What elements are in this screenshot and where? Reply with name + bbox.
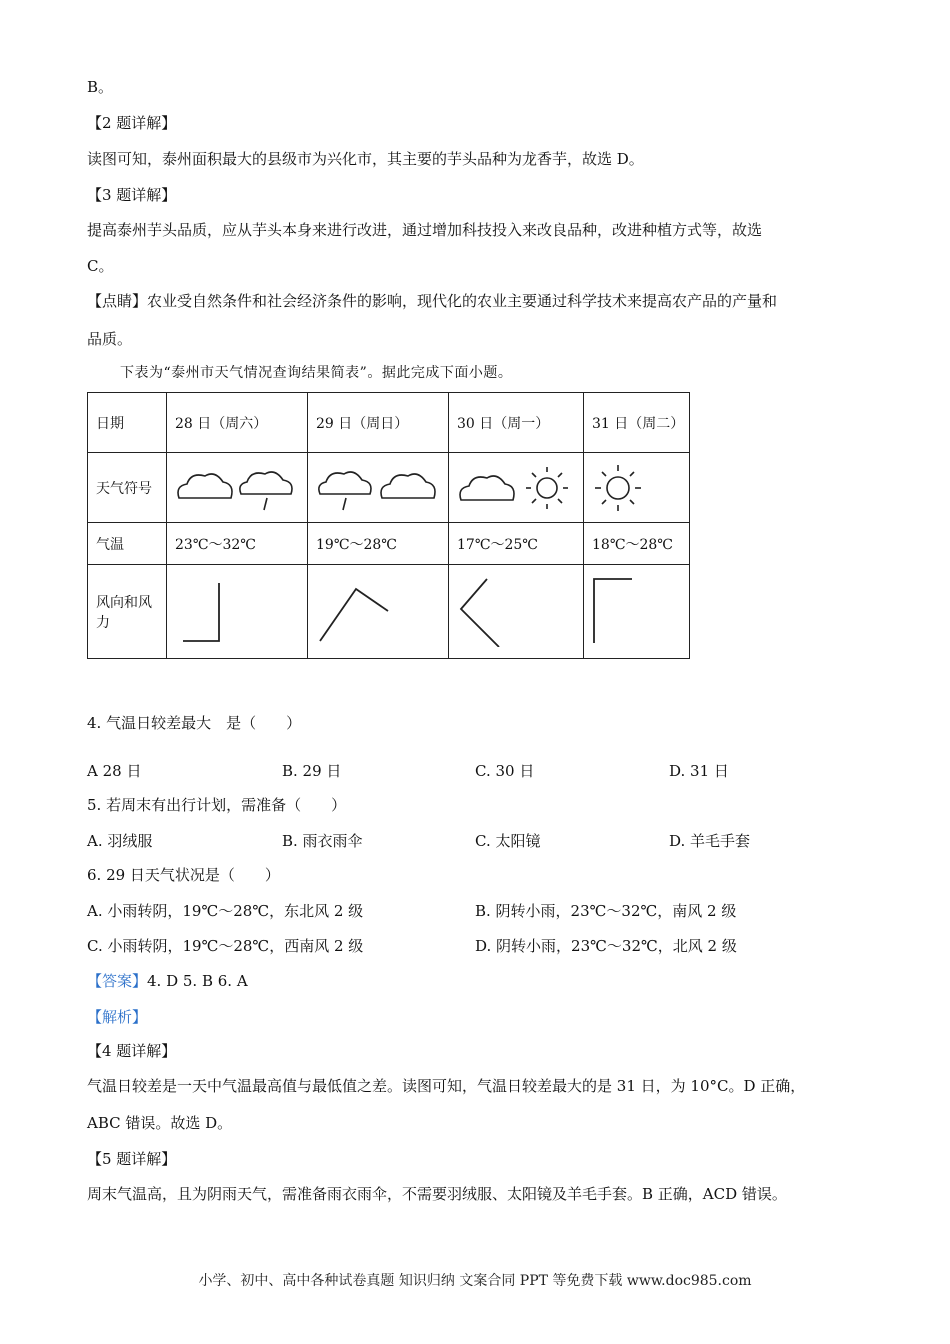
question-stem: 6. 29 日天气状况是（ ） [87,866,280,884]
temp-cell: 17℃～25℃ [449,523,584,565]
section-heading: 【5 题详解】 [87,1150,177,1168]
text-line: ABC 错误。故选 D。 [87,1114,233,1132]
weather-cell [449,453,584,523]
row-label-weather: 天气符号 [88,453,167,523]
option-a[interactable]: A. 小雨转阴，19℃～28℃，东北风 2 级 [87,902,364,920]
option-c[interactable]: C. 小雨转阴，19℃～28℃，西南风 2 级 [87,937,364,955]
sunny-icon [595,465,641,511]
option-d[interactable]: D. 31 日 [669,762,729,780]
section-heading: 【2 题详解】 [87,114,177,132]
weather-table [87,392,690,659]
cloudy-icon [178,474,232,498]
text-line: C。 [87,257,114,275]
wind-symbol-icon [592,577,652,647]
header-day: 31 日（周二） [584,393,690,453]
table-intro: 下表为“泰州市天气情况查询结果简表”。据此完成下面小题。 [120,365,513,381]
text-line: 品质。 [87,330,133,348]
row-label-temp: 气温 [88,523,167,565]
header-day: 28 日（周六） [167,393,308,453]
text-line: B。 [87,78,114,96]
page-footer: 小学、初中、高中各种试卷真题 知识归纳 文案合同 PPT 等免费下载 www.doc985.com [198,1273,752,1289]
text-line: 读图可知，泰州面积最大的县级市为兴化市，其主要的芋头品种为龙香芋，故选 D。 [87,150,644,168]
sunny-icon [526,467,568,509]
option-d[interactable]: D. 阴转小雨，23℃～32℃，北风 2 级 [475,937,737,955]
text-line: 提高泰州芋头品质，应从芋头本身来进行改进，通过增加科技投入来改良品种，改进种植方式等，故选 [87,221,763,239]
question-stem: 4. 气温日较差最大 是（ ） [87,714,302,732]
temp-cell: 23℃～32℃ [167,523,308,565]
section-heading: 【3 题详解】 [87,186,177,204]
weather-cell [167,453,308,523]
answer-text: 4. D 5. B 6. A [147,972,248,990]
wind-cell [167,565,308,659]
wind-symbol-icon [175,577,235,647]
text-line: 气温日较差是一天中气温最高值与最低值之差。读图可知，气温日较差最大的是 31 日，为 10°C。D 正确， [87,1077,806,1095]
header-day: 30 日（周一） [449,393,584,453]
wind-cell [449,565,584,659]
cloudy-icon [381,474,435,498]
wind-cell [308,565,449,659]
option-b[interactable]: B. 29 日 [282,762,342,780]
wind-symbol-icon [316,577,406,647]
header-day: 29 日（周日） [308,393,449,453]
answer-label: 【答案】 [87,972,148,990]
option-b[interactable]: B. 阴转小雨，23℃～32℃，南风 2 级 [475,902,737,920]
wind-cell [584,565,690,659]
temp-cell: 18℃～28℃ [584,523,690,565]
wind-symbol-icon [457,577,517,647]
option-c[interactable]: C. 30 日 [475,762,535,780]
temp-cell: 19℃～28℃ [308,523,449,565]
rain-icon [240,472,292,510]
option-c[interactable]: C. 太阳镜 [475,832,541,850]
weather-cell [308,453,449,523]
tip-text: 【点睛】农业受自然条件和社会经济条件的影响，现代化的农业主要通过科学技术来提高农产品的产量和 [87,292,778,310]
option-d[interactable]: D. 羊毛手套 [669,832,751,850]
analysis-label: 【解析】 [87,1008,148,1026]
option-a[interactable]: A 28 日 [87,762,142,780]
row-label-wind: 风向和风力 [88,565,167,659]
text-line: 周末气温高，且为阴雨天气，需准备雨衣雨伞，不需要羽绒服、太阳镜及羊毛手套。B 正确，ACD 错误。 [87,1185,787,1203]
section-heading: 【4 题详解】 [87,1042,177,1060]
cloudy-icon [460,476,514,500]
option-a[interactable]: A. 羽绒服 [87,832,153,850]
question-stem: 5. 若周末有出行计划，需准备（ ） [87,796,347,814]
answer-line [87,970,248,991]
rain-icon [319,472,371,510]
header-date: 日期 [88,393,167,453]
weather-cell [584,453,690,523]
option-b[interactable]: B. 雨衣雨伞 [282,832,363,850]
